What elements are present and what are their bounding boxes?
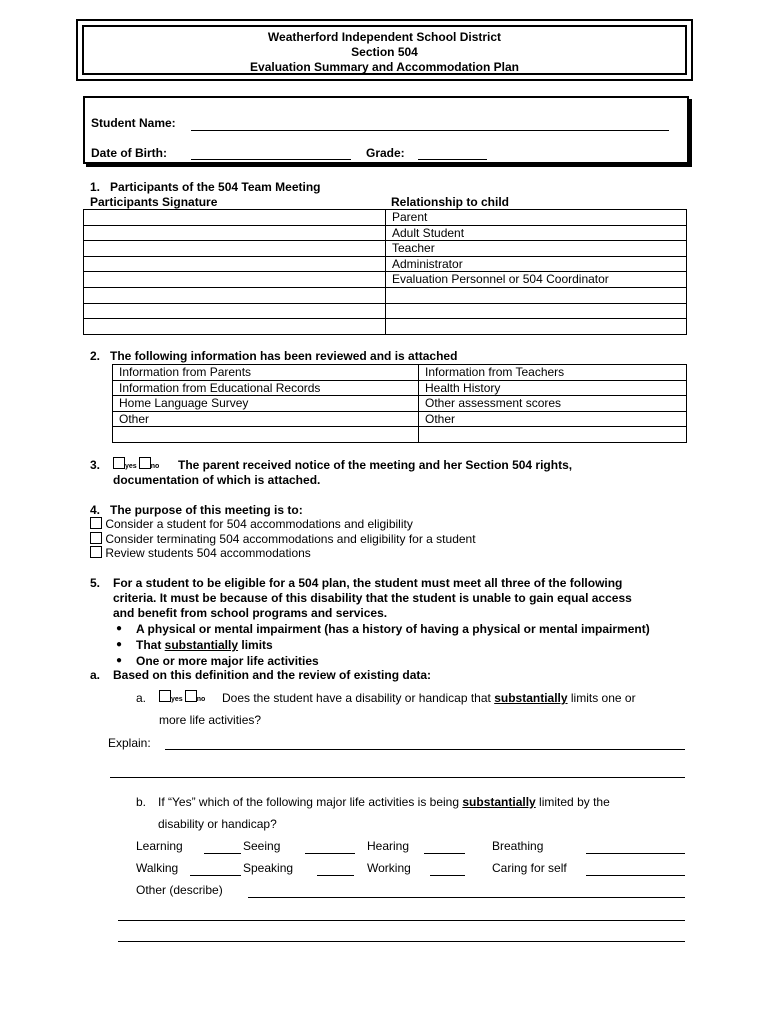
notice-no-label: no [150,463,160,470]
table-row [84,210,687,226]
form-title: Evaluation Summary and Accommodation Plan [250,60,519,74]
reviewed-info-left[interactable] [113,427,419,443]
signature-cell[interactable] [84,319,386,335]
purpose-option[interactable] [90,517,413,531]
purpose-checkbox[interactable] [90,517,102,529]
reviewed-info-right: Health History [419,380,687,396]
district-name: Weatherford Independent School District [267,30,502,44]
question-a-label: a. [136,691,147,705]
grade-label: Grade: [366,146,405,160]
disability-no-checkbox[interactable] [185,690,197,702]
activity-learning: Learning [136,839,183,853]
participants-table [83,209,687,335]
activity-caring-field[interactable] [586,875,685,876]
activity-hearing: Hearing [367,839,410,853]
header-box [76,19,693,81]
relationship-cell: Parent [386,210,687,226]
table-row [84,287,687,303]
part-a-text: Based on this definition and the review of existing data: [113,668,432,682]
dob-label: Date of Birth: [91,146,167,160]
purpose-option-label: Consider terminating 504 accommodations and eligibility for a student [105,532,476,546]
signature-cell[interactable] [84,272,386,288]
participants-signature-header: Participants Signature [90,195,218,209]
relationship-cell: Evaluation Personnel or 504 Coordinator [386,272,687,288]
criteria-item [136,638,273,652]
signature-cell[interactable] [84,256,386,272]
question-b-text-cont: disability or handicap? [158,817,277,831]
activity-breathing: Breathing [492,839,544,853]
relationship-cell[interactable] [386,303,687,319]
criteria-text: limits [238,638,273,652]
section5-line1: For a student to be eligible for a 504 plan, the student must meet all three of the following [113,576,623,590]
criteria-text: That [136,638,165,652]
section3-text-cont: documentation of which is attached. [113,473,321,487]
activity-breathing-field[interactable] [586,853,685,854]
bullet-icon: ● [116,639,123,650]
reviewed-info-right: Other assessment scores [419,396,687,412]
table-row [84,303,687,319]
reviewed-info-left: Other [113,411,419,427]
activity-caring-for-self: Caring for self [492,861,567,875]
activity-walking: Walking [136,861,179,875]
table-row [84,256,687,272]
purpose-option-label: Review students 504 accommodations [105,546,311,560]
other-describe-line3[interactable] [118,941,685,942]
notice-yes-label: yes [125,463,137,470]
purpose-option-label: Consider a student for 504 accommodations and eligibility [105,517,413,531]
relationship-cell[interactable] [386,287,687,303]
question-a-text-post: limits one or [567,691,636,705]
table-row [84,319,687,335]
table-row [113,365,687,381]
notice-yes-checkbox[interactable] [113,457,125,469]
purpose-checkbox[interactable] [90,546,102,558]
bullet-icon: ● [116,655,123,666]
other-describe-label: Other (describe) [136,883,223,897]
reviewed-info-left: Information from Parents [113,365,419,381]
activity-learning-field[interactable] [204,853,241,854]
section3-text: The parent received notice of the meeting and her Section 504 rights, [178,458,573,472]
signature-cell[interactable] [84,287,386,303]
section3-checks [113,457,159,471]
activity-speaking-field[interactable] [317,875,354,876]
table-row [113,427,687,443]
purpose-option[interactable] [90,532,476,546]
notice-no-checkbox[interactable] [139,457,151,469]
other-describe-line2[interactable] [118,920,685,921]
relationship-header: Relationship to child [391,195,510,209]
question-a-checks [159,690,205,704]
question-b-text [158,795,610,809]
section5-number: 5. [90,576,101,590]
activity-working: Working [367,861,411,875]
reviewed-info-right[interactable] [419,427,687,443]
criteria-item: One or more major life activities [136,654,319,668]
signature-cell[interactable] [84,210,386,226]
student-name-label: Student Name: [91,116,176,130]
signature-cell[interactable] [84,225,386,241]
disability-yes-checkbox[interactable] [159,690,171,702]
section2-heading: 2. The following information has been reviewed and is attached [90,349,458,363]
activity-speaking: Speaking [243,861,294,875]
explain-label: Explain: [108,736,151,750]
section5-line2: criteria. It must be because of this disability that the student is unable to gain equal access [113,591,632,605]
table-row [84,225,687,241]
section3-number: 3. [90,458,101,472]
section1-heading: 1. Participants of the 504 Team Meeting [90,180,321,194]
substantially-emphasis: substantially [462,795,536,809]
grade-field[interactable] [418,159,487,160]
dob-field[interactable] [191,159,351,160]
activity-seeing-field[interactable] [305,853,355,854]
signature-cell[interactable] [84,303,386,319]
question-a-text-pre: Does the student have a disability or handicap that [222,691,495,705]
section-title: Section 504 [351,45,418,59]
disability-no-label: no [196,696,206,703]
substantially-emphasis: substantially [494,691,568,705]
reviewed-info-table [112,364,687,443]
question-a-text [222,691,636,705]
relationship-cell: Administrator [386,256,687,272]
activity-walking-field[interactable] [190,875,241,876]
reviewed-info-left: Home Language Survey [113,396,419,412]
table-row [113,380,687,396]
question-a-text-cont: more life activities? [159,713,262,727]
bullet-icon: ● [116,623,123,634]
explain-field-line2[interactable] [110,777,685,778]
relationship-cell: Adult Student [386,225,687,241]
activity-hearing-field[interactable] [424,853,465,854]
question-b-text-pre: If “Yes” which of the following major life activities is being [158,795,463,809]
part-a-label: a. [90,668,101,682]
section5-line3: and benefit from school programs and services. [113,606,388,620]
reviewed-info-right: Information from Teachers [419,365,687,381]
relationship-cell[interactable] [386,319,687,335]
other-describe-field[interactable] [248,897,685,898]
table-row [113,396,687,412]
relationship-cell: Teacher [386,241,687,257]
activity-seeing: Seeing [243,839,281,853]
purpose-option[interactable] [90,546,311,560]
signature-cell[interactable] [84,241,386,257]
activity-working-field[interactable] [430,875,465,876]
question-b-text-post: limited by the [535,795,610,809]
question-b-label: b. [136,795,147,809]
criteria-item: A physical or mental impairment (has a history of having a physical or mental impairment) [136,622,650,636]
header-title-block [82,25,687,75]
table-row [84,241,687,257]
table-row [84,272,687,288]
reviewed-info-right: Other [419,411,687,427]
reviewed-info-left: Information from Educational Records [113,380,419,396]
purpose-checkbox[interactable] [90,532,102,544]
table-row [113,411,687,427]
substantially-emphasis: substantially [164,638,239,652]
student-name-field[interactable] [191,130,669,131]
section4-heading: 4. The purpose of this meeting is to: [90,503,303,517]
disability-yes-label: yes [171,696,183,703]
explain-field[interactable] [165,749,685,750]
